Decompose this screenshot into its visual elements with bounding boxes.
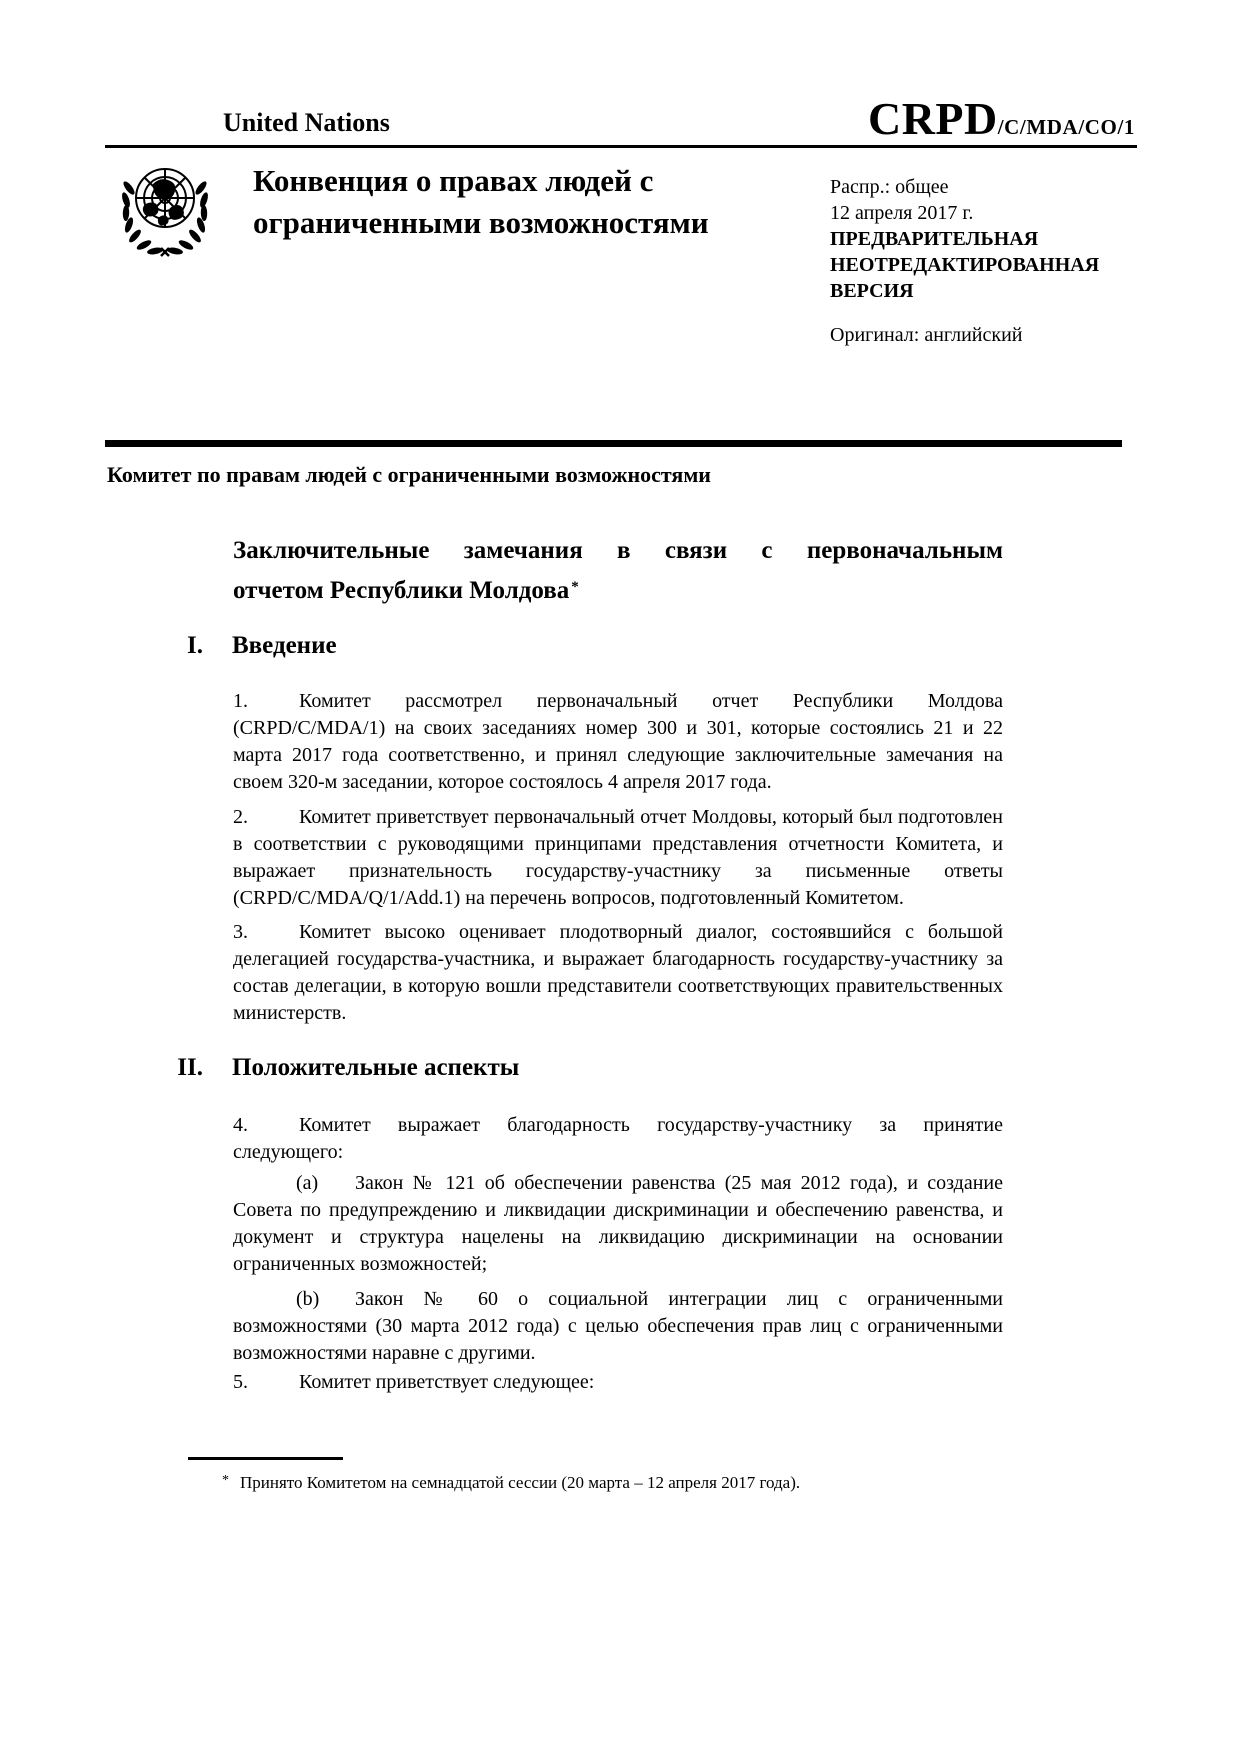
section-divider-rule — [105, 440, 1122, 447]
paragraph-number: 5. — [233, 1371, 248, 1393]
un-emblem-icon — [115, 158, 215, 258]
version-line-1: ПРЕДВАРИТЕЛЬНАЯ — [830, 228, 1039, 250]
publication-title — [253, 160, 709, 244]
paragraph-1 — [233, 688, 1003, 796]
subparagraph-label: (a) — [296, 1172, 319, 1194]
section-numeral: II. — [177, 1054, 203, 1081]
paragraph-3 — [233, 919, 1003, 1027]
subparagraph-b — [233, 1286, 1003, 1367]
paragraph-4 — [233, 1112, 1003, 1166]
paragraph-number: 1. — [233, 690, 248, 712]
footnote-asterisk: * — [222, 1473, 229, 1488]
subparagraph-a — [233, 1170, 1003, 1278]
paragraph-text: Комитет рассмотрел первоначальный отчет Республики Молдова (CRPD/C/MDA/1) на своих заседаниях номер 300 и 301, которые состоялись 21 и 22 марта 2017 года соответственно, и принял следующие заключительные замечания на своем 320-м заседании, которое состоялось 4 апреля 2017 года. — [233, 690, 1003, 793]
org-name: United Nations — [223, 108, 390, 137]
original-language-line: Оригинал: английский — [830, 324, 1023, 346]
paragraph-text: Закон № 60 о социальной интеграции лиц с ограниченными возможностями (30 марта 2012 года) с целью обеспечения прав лиц с ограниченными возможностями наравне с другими. — [233, 1288, 1003, 1364]
doc-symbol — [868, 92, 1135, 145]
section-title: Положительные аспекты — [232, 1054, 520, 1081]
publication-title-line2: ограниченными возможностями — [253, 205, 709, 240]
publication-title-line1: Конвенция о правах людей с — [253, 163, 654, 198]
paragraph-text: Закон № 121 об обеспечении равенства (25 мая 2012 года), и создание Совета по предупреждению и ликвидации дискриминации и обеспечению равенства, и документ и структура нацелены на ликвидацию дискриминации на основании ограниченных возможностей; — [233, 1172, 1003, 1275]
version-line-3: ВЕРСИЯ — [830, 280, 914, 302]
header-rule — [105, 145, 1137, 148]
section-heading-positive-aspects — [105, 1054, 519, 1082]
paragraph-5 — [233, 1369, 1003, 1396]
document-title-line1: Заключительные замечания в связи с первоначальным — [233, 537, 1003, 564]
paragraph-text: Комитет приветствует первоначальный отчет Молдовы, который был подготовлен в соответствии с руководящими принципами представления отчетности Комитета, и выражает признательность государству-участнику за письменные ответы (CRPD/C/MDA/Q/1/Add.1) на перечень вопросов, подготовленный Комитетом. — [233, 806, 1003, 909]
paragraph-number: 3. — [233, 921, 248, 943]
footnote-marker: * — [571, 579, 579, 595]
paragraph-number: 4. — [233, 1114, 248, 1136]
section-numeral: I. — [187, 632, 203, 659]
doc-symbol-suffix: /C/MDA/CO/1 — [997, 115, 1135, 139]
paragraph-text: Комитет приветствует следующее: — [299, 1371, 595, 1393]
doc-meta — [830, 174, 1099, 348]
paragraph-text: Комитет высоко оценивает плодотворный диалог, состоявшийся с большой делегацией государства-участника, и выражает благодарность государству-участнику за состав делегации, в которую вошли представители соответствующих правительственных министерств. — [233, 921, 1003, 1024]
distribution-line: Распр.: общее — [830, 176, 949, 198]
footnote-text: Принято Комитетом на семнадцатой сессии (20 марта – 12 апреля 2017 года). — [240, 1473, 801, 1492]
subparagraph-label: (b) — [296, 1288, 320, 1310]
paragraph-2 — [233, 804, 1003, 912]
footnote — [222, 1470, 962, 1494]
committee-name: Комитет по правам людей с ограниченными возможностями — [107, 462, 711, 487]
footnote-separator — [188, 1457, 343, 1460]
section-heading-introduction — [105, 632, 337, 660]
date-line: 12 апреля 2017 г. — [830, 202, 974, 224]
paragraph-text: Комитет выражает благодарность государству-участнику за принятие следующего: — [233, 1114, 1003, 1163]
document-title — [233, 532, 1003, 609]
document-title-line2: отчетом Республики Молдова * — [233, 577, 579, 604]
doc-symbol-main: CRPD — [867, 93, 998, 144]
paragraph-number: 2. — [233, 806, 248, 828]
version-line-2: НЕОТРЕДАКТИРОВАННАЯ — [830, 254, 1100, 276]
section-title: Введение — [232, 632, 337, 659]
